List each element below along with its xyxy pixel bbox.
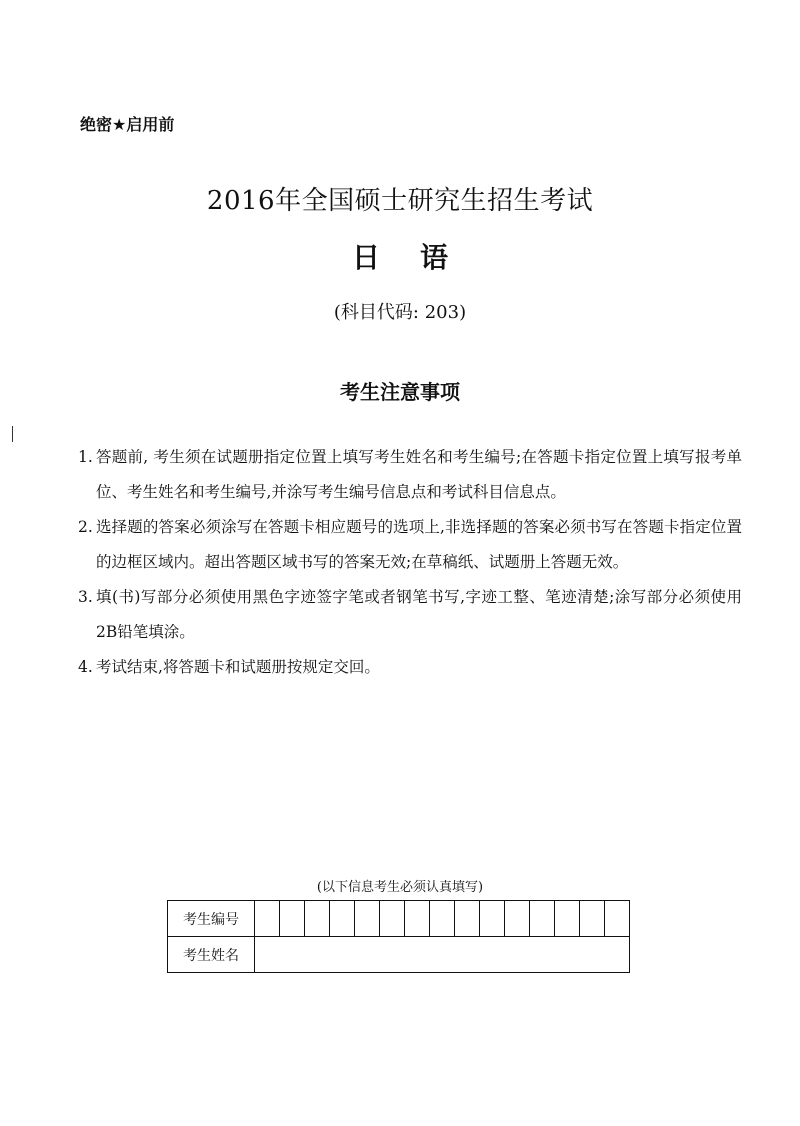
notice-list xyxy=(78,440,742,685)
candidate-number-box[interactable] xyxy=(430,901,455,937)
candidate-number-label: 考生编号 xyxy=(168,901,255,937)
notice-item-number: 2. xyxy=(78,518,93,536)
notice-item xyxy=(78,510,742,580)
candidate-number-box[interactable] xyxy=(455,901,480,937)
candidate-name-row xyxy=(168,937,630,973)
candidate-number-box[interactable] xyxy=(530,901,555,937)
notice-item-number: 4. xyxy=(78,658,93,676)
notice-item xyxy=(78,580,742,650)
notice-title: 考生注意事项 xyxy=(340,380,460,404)
notice-item-number: 3. xyxy=(78,588,93,606)
notice-item-number: 1. xyxy=(78,448,93,466)
candidate-number-box[interactable] xyxy=(505,901,530,937)
subject-name xyxy=(0,236,800,276)
candidate-number-box[interactable] xyxy=(605,901,630,937)
subject-char-2: 语 xyxy=(420,241,449,274)
candidate-number-box[interactable] xyxy=(555,901,580,937)
candidate-info-table xyxy=(167,900,630,973)
notice-item-text: 选择题的答案必须涂写在答题卡相应题号的选项上,非选择题的答案必须书写在答题卡指定位置的边框区域内。超出答题区域书写的答案无效;在草稿纸、试题册上答题无效。 xyxy=(96,518,742,571)
candidate-number-box[interactable] xyxy=(480,901,505,937)
subject-code: (科目代码: 203) xyxy=(333,302,467,323)
candidate-number-box[interactable] xyxy=(330,901,355,937)
info-caption: (以下信息考生必须认真填写) xyxy=(316,880,484,895)
candidate-name-field[interactable] xyxy=(255,937,630,973)
candidate-number-row xyxy=(168,901,630,937)
notice-item xyxy=(78,440,742,510)
candidate-number-box[interactable] xyxy=(255,901,280,937)
notice-item xyxy=(78,650,742,685)
candidate-number-box[interactable] xyxy=(380,901,405,937)
confidential-label: 绝密★启用前 xyxy=(80,115,175,134)
candidate-number-box[interactable] xyxy=(580,901,605,937)
candidate-number-box[interactable] xyxy=(405,901,430,937)
margin-mark xyxy=(12,426,13,442)
notice-item-text: 填(书)写部分必须使用黑色字迹签字笔或者钢笔书写,字迹工整、笔迹清楚;涂写部分必须使用2B铅笔填涂。 xyxy=(96,588,742,641)
exam-title: 2016年全国硕士研究生招生考试 xyxy=(206,186,594,216)
notice-item-text: 考试结束,将答题卡和试题册按规定交回。 xyxy=(96,658,380,676)
candidate-name-label: 考生姓名 xyxy=(168,937,255,973)
candidate-number-box[interactable] xyxy=(280,901,305,937)
candidate-number-box[interactable] xyxy=(355,901,380,937)
candidate-number-box[interactable] xyxy=(305,901,330,937)
subject-char-1: 日 xyxy=(351,241,380,274)
notice-item-text: 答题前, 考生须在试题册指定位置上填写考生姓名和考生编号;在答题卡指定位置上填写报考单位、考生姓名和考生编号,并涂写考生编号信息点和考试科目信息点。 xyxy=(96,448,742,501)
